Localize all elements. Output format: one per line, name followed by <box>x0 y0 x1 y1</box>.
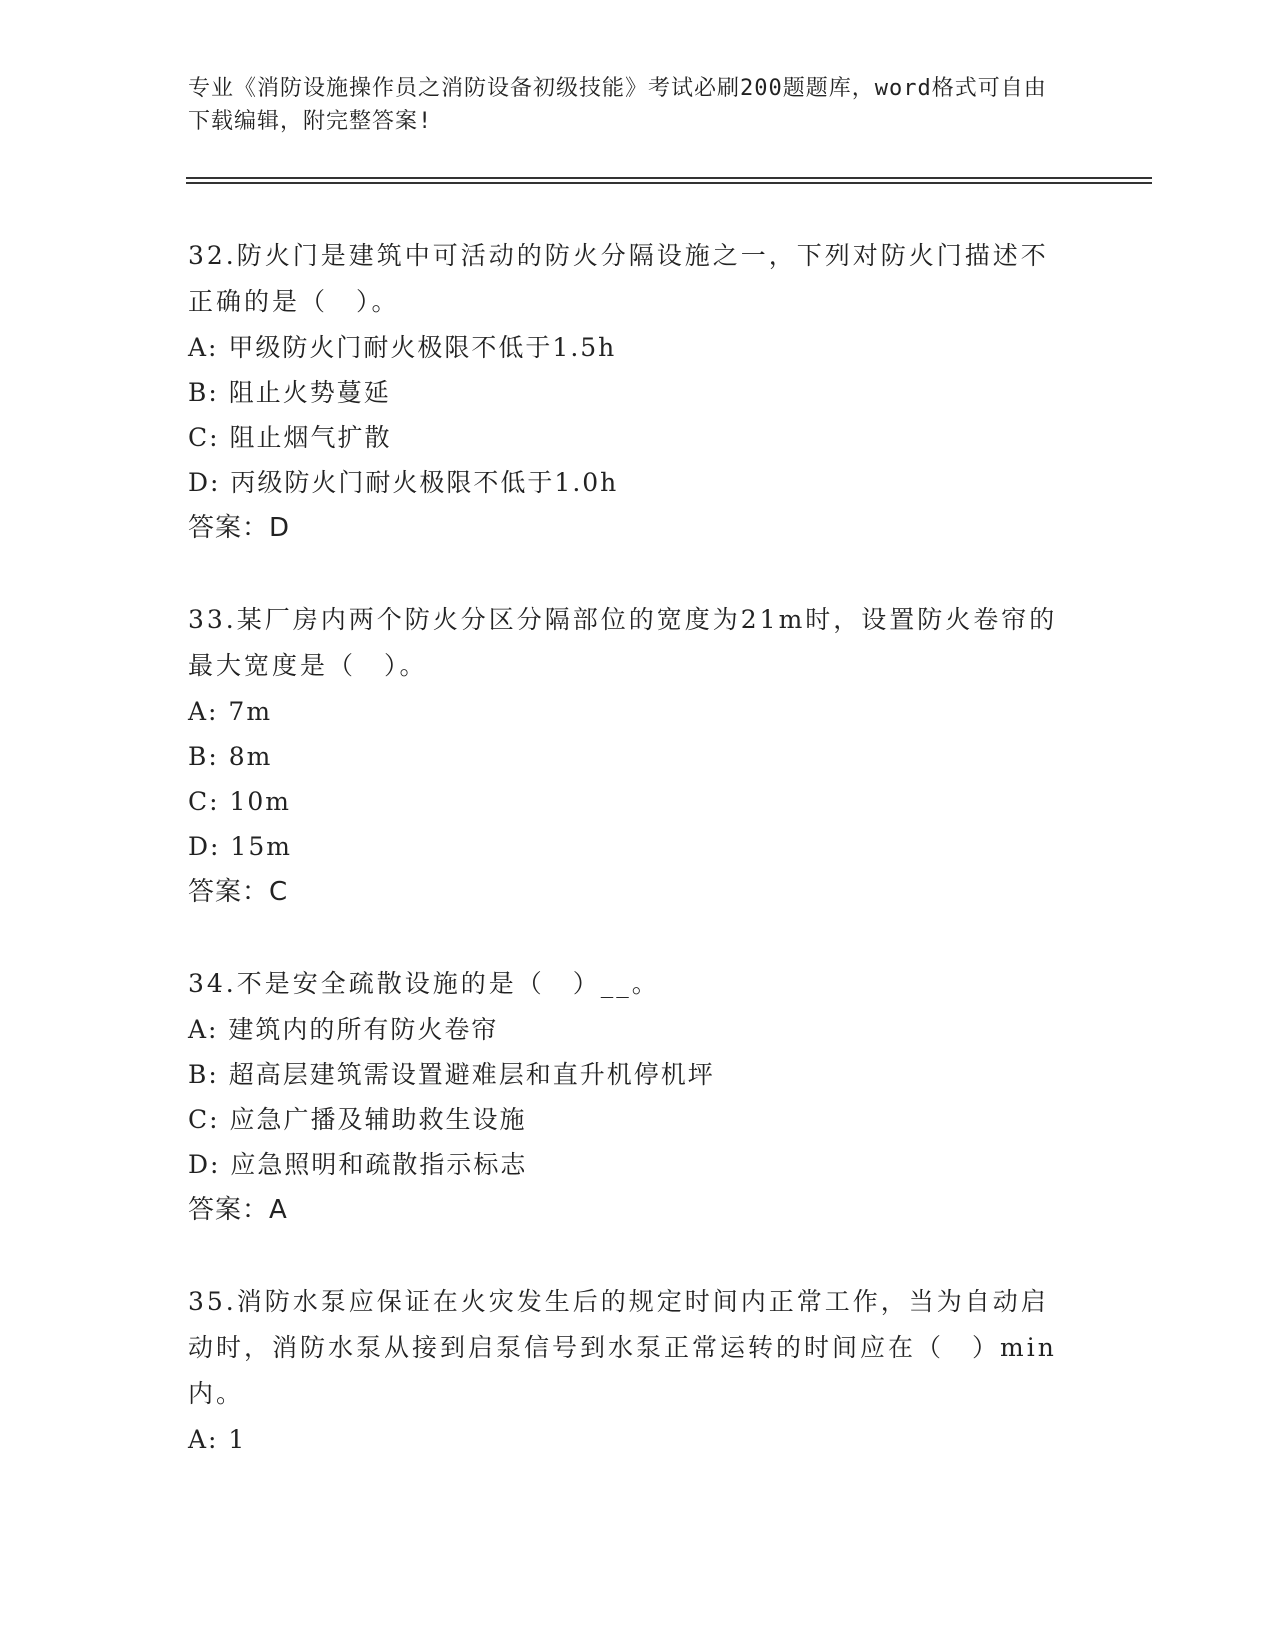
question-34 <box>188 961 1068 1233</box>
option-c: C: 10m <box>188 787 292 816</box>
option-d: D: 15m <box>188 832 292 861</box>
option-a: A: 7m <box>188 697 273 726</box>
option-b: B: 8m <box>188 742 273 771</box>
question-stem: 34.不是安全疏散设施的是（ ）__。 <box>188 969 660 998</box>
option-b: B: 超高层建筑需设置避难层和直升机停机坪 <box>188 1060 715 1089</box>
answer: 答案：A <box>188 1195 288 1225</box>
question-32 <box>188 233 1068 551</box>
option-d: D: 丙级防火门耐火极限不低于1.0h <box>188 468 619 497</box>
option-a: A: 1 <box>188 1425 247 1454</box>
answer: 答案：C <box>188 877 289 907</box>
option-b: B: 阻止火势蔓延 <box>188 378 391 407</box>
question-stem: 32.防火门是建筑中可活动的防火分隔设施之一，下列对防火门描述不正确的是（ ）。 <box>188 241 1049 316</box>
document-header: 专业《消防设施操作员之消防设备初级技能》考试必刷200题题库，word格式可自由下载编辑，附完整答案! <box>188 76 1047 134</box>
question-35 <box>188 1279 1068 1462</box>
question-stem: 33.某厂房内两个防火分区分隔部位的宽度为21m时，设置防火卷帘的最大宽度是（ ）。 <box>188 605 1058 680</box>
option-a: A: 甲级防火门耐火极限不低于1.5h <box>188 333 617 362</box>
question-stem: 35.消防水泵应保证在火灾发生后的规定时间内正常工作，当为自动启动时，消防水泵从接到启泵信号到水泵正常运转的时间应在（ ）min内。 <box>188 1287 1057 1408</box>
option-c: C: 应急广播及辅助救生设施 <box>188 1105 527 1134</box>
answer: 答案：D <box>188 513 291 543</box>
option-a: A: 建筑内的所有防火卷帘 <box>188 1015 499 1044</box>
option-c: C: 阻止烟气扩散 <box>188 423 392 452</box>
question-list <box>188 233 1068 1508</box>
header-divider-top <box>186 177 1152 179</box>
question-33 <box>188 597 1068 915</box>
header-divider-bottom <box>186 182 1152 184</box>
option-d: D: 应急照明和疏散指示标志 <box>188 1150 528 1179</box>
